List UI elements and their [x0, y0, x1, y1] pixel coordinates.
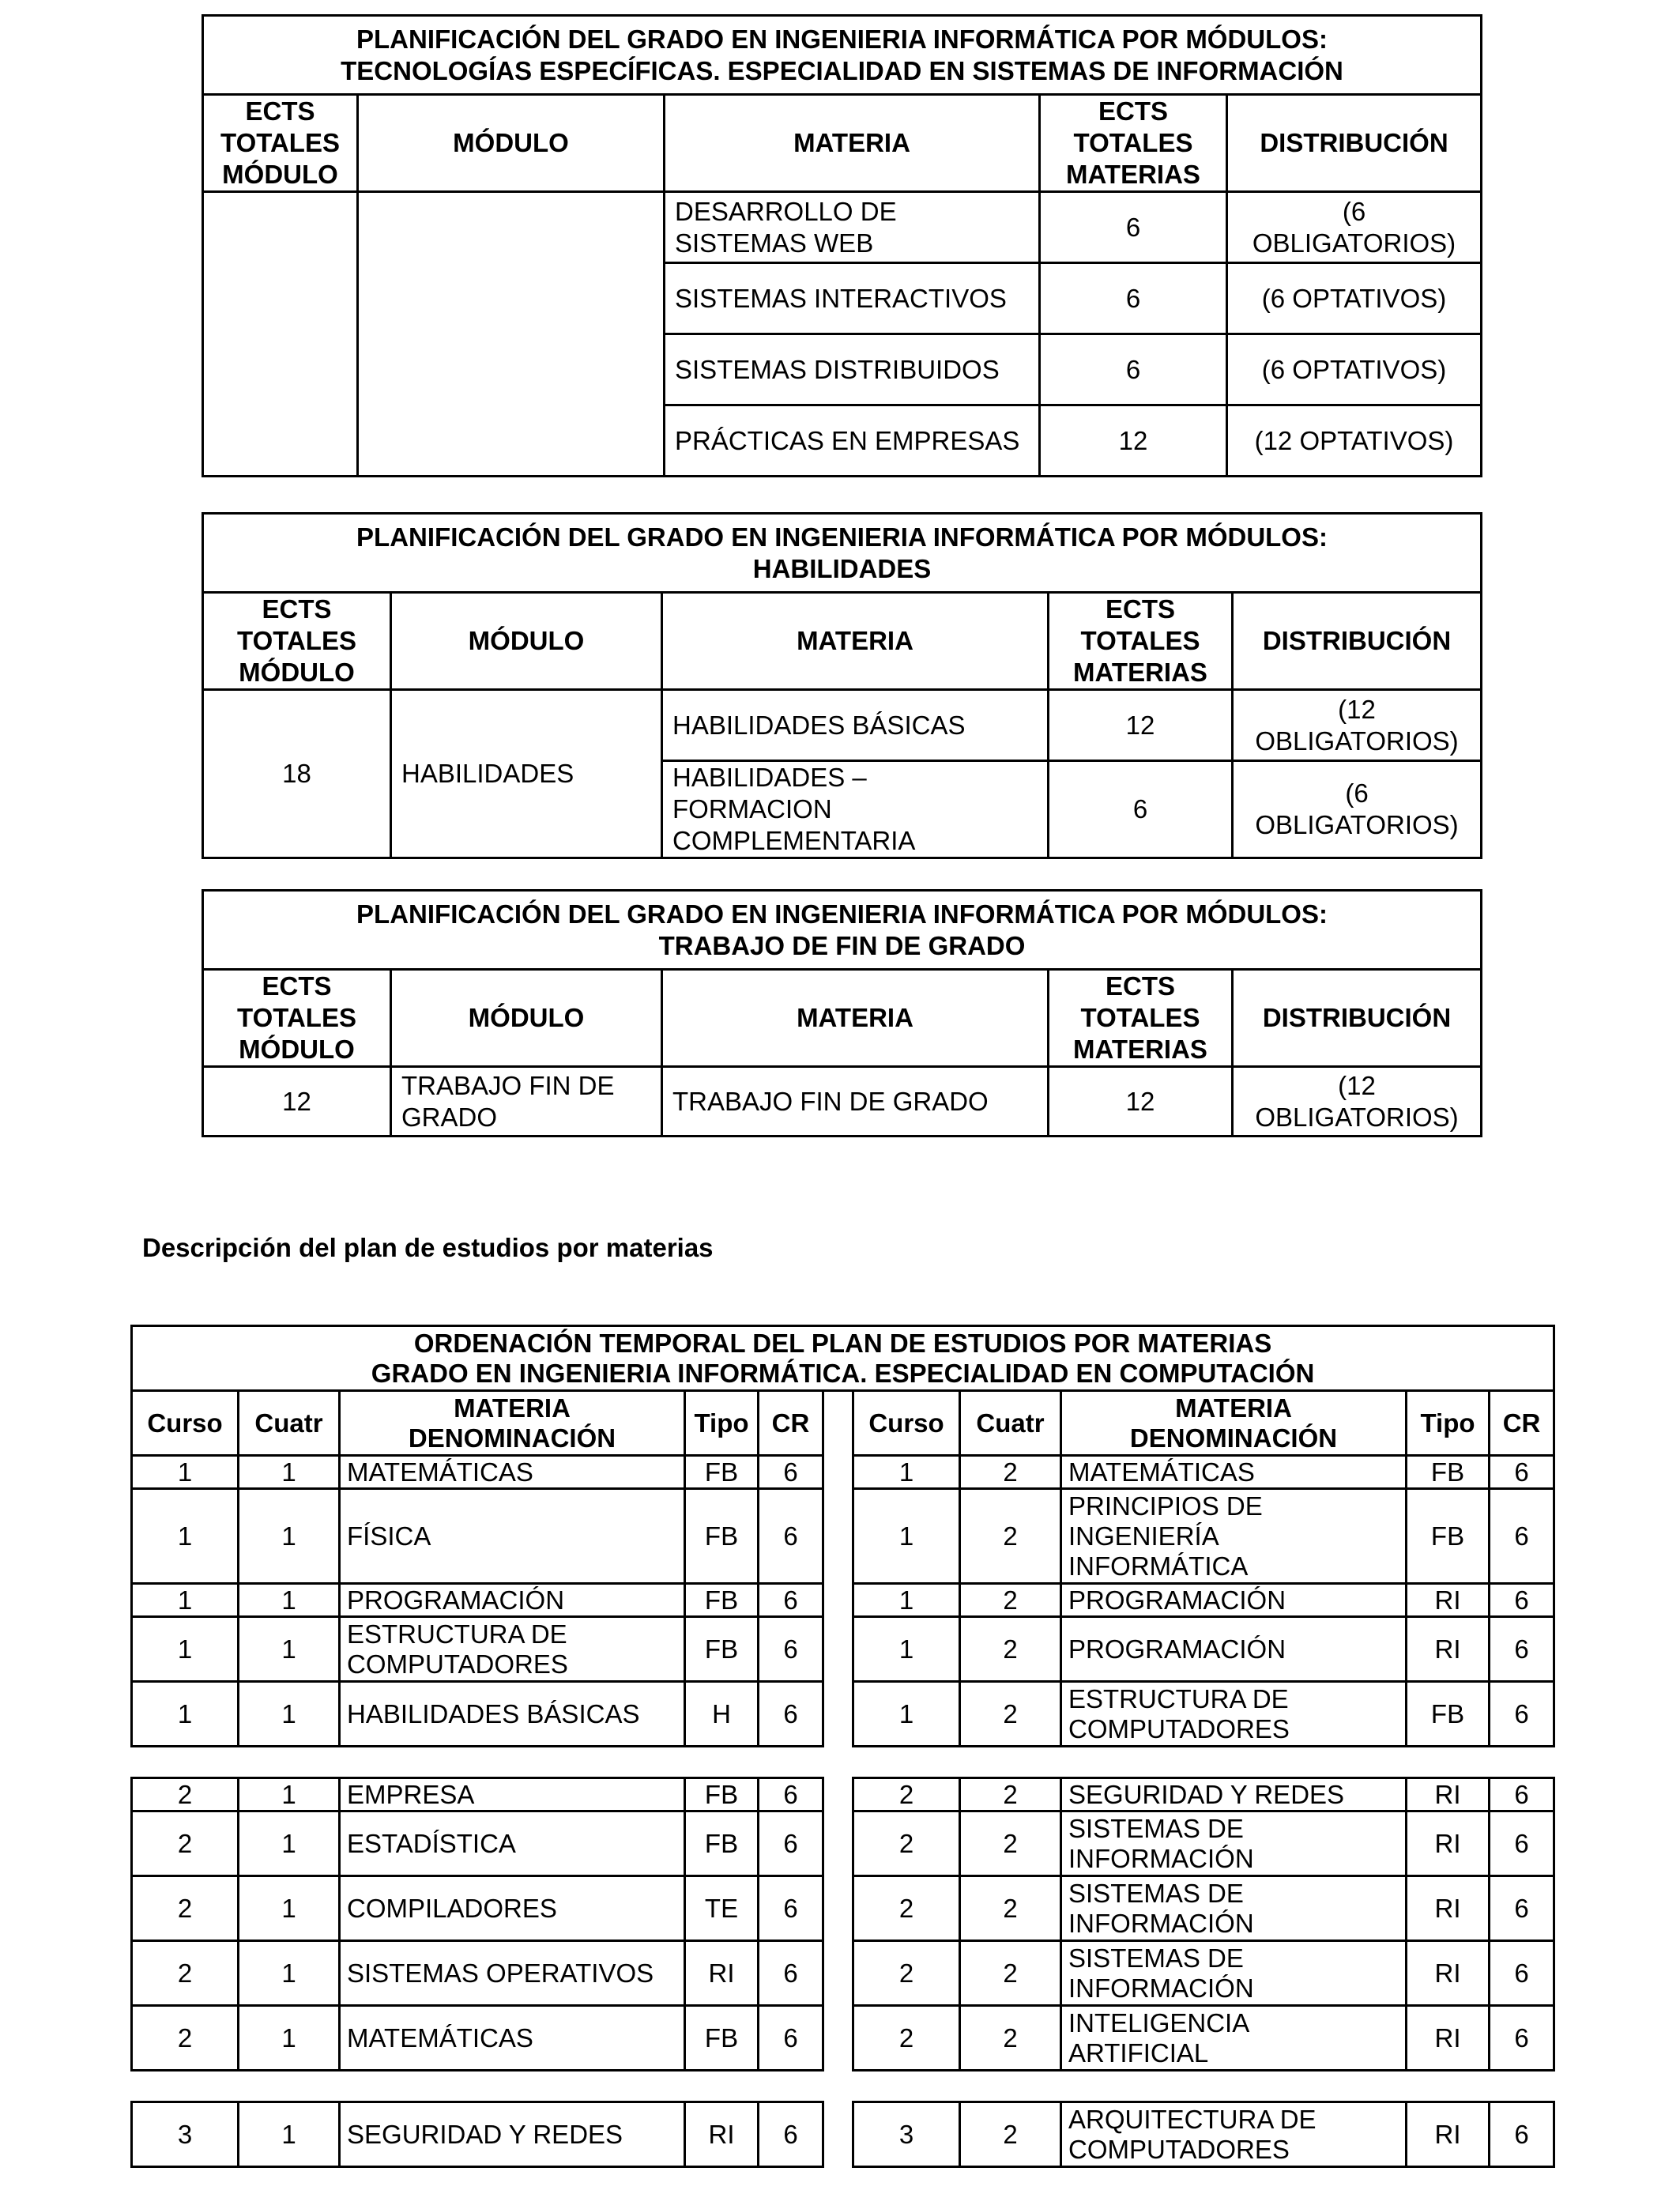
cuatr-cell: 2 [960, 2006, 1061, 2071]
curso-cell: 2 [132, 1876, 239, 1941]
ects-cell: 6 [1040, 263, 1227, 334]
cr-cell: 6 [759, 2006, 823, 2071]
distribucion-cell: (12 OPTATIVOS) [1227, 405, 1482, 477]
distribucion-cell: (12 OBLIGATORIOS) [1233, 1067, 1482, 1137]
header-modulo: MÓDULO [358, 95, 665, 192]
table-row [132, 1456, 1554, 1489]
header-ects-materias: ECTS TOTALES MATERIAS [1049, 593, 1233, 690]
modules-table-habilidades [202, 512, 1482, 859]
header-ects-modulo: ECTS TOTALES MÓDULO [203, 970, 391, 1067]
tipo-cell: FB [1407, 1682, 1490, 1747]
cr-cell: 6 [1490, 1941, 1554, 2006]
curso-cell: 1 [132, 1617, 239, 1682]
cr-cell: 6 [759, 1456, 823, 1489]
header-cr: CR [759, 1391, 823, 1456]
cuatr-cell: 1 [239, 2102, 340, 2167]
header-ects-materias: ECTS TOTALES MATERIAS [1049, 970, 1233, 1067]
header-curso: Curso [132, 1391, 239, 1456]
table-title: PLANIFICACIÓN DEL GRADO EN INGENIERIA INFORMÁTICA POR MÓDULOS: TECNOLOGÍAS ESPECÍFICAS. ESPECIALIDAD EN SISTEMAS DE INFORMACIÓN [203, 16, 1482, 95]
header-modulo: MÓDULO [391, 593, 662, 690]
tipo-cell: FB [685, 1811, 759, 1876]
curso-cell: 2 [853, 2006, 960, 2071]
header-materia: MATERIA [662, 593, 1049, 690]
curso-cell: 2 [132, 1778, 239, 1811]
cr-cell: 6 [1490, 1617, 1554, 1682]
materia-cell: PRINCIPIOS DE INGENIERÍA INFORMÁTICA [1061, 1489, 1407, 1584]
header-ects-modulo: ECTS TOTALES MÓDULO [203, 95, 358, 192]
cr-cell: 6 [1490, 1489, 1554, 1584]
header-tipo: Tipo [685, 1391, 759, 1456]
column-gap [823, 2102, 853, 2167]
table-title: ORDENACIÓN TEMPORAL DEL PLAN DE ESTUDIOS POR MATERIAS GRADO EN INGENIERIA INFORMÁTICA. ESPECIALIDAD EN COMPUTACIÓN [132, 1326, 1554, 1391]
distribucion-cell: (6 OBLIGATORIOS) [1227, 192, 1482, 263]
header-materia: MATERIA DENOMINACIÓN [340, 1391, 685, 1456]
cuatr-cell: 1 [239, 1682, 340, 1747]
group-gap [132, 1747, 1554, 1778]
materia-cell: PROGRAMACIÓN [340, 1584, 685, 1617]
cr-cell: 6 [759, 1584, 823, 1617]
distribucion-cell: (12 OBLIGATORIOS) [1233, 690, 1482, 761]
materia-cell: PROGRAMACIÓN [1061, 1584, 1407, 1617]
cuatr-cell: 2 [960, 1456, 1061, 1489]
ordenacion-table [130, 1325, 1555, 2168]
curso-cell: 1 [132, 1584, 239, 1617]
materia-cell: SEGURIDAD Y REDES [1061, 1778, 1407, 1811]
column-gap [823, 1489, 853, 1584]
tipo-cell: RI [685, 1941, 759, 2006]
curso-cell: 1 [132, 1682, 239, 1747]
materia-cell: ESTRUCTURA DE COMPUTADORES [1061, 1682, 1407, 1747]
modulo-cell: TRABAJO FIN DE GRADO [391, 1067, 662, 1137]
cr-cell: 6 [759, 2102, 823, 2167]
header-curso: Curso [853, 1391, 960, 1456]
curso-cell: 1 [853, 1584, 960, 1617]
cuatr-cell: 1 [239, 2006, 340, 2071]
table-row [203, 690, 1482, 761]
column-gap [823, 1811, 853, 1876]
ects-cell: 12 [1049, 690, 1233, 761]
tipo-cell: FB [1407, 1456, 1490, 1489]
curso-cell: 1 [853, 1617, 960, 1682]
ects-cell: 12 [1040, 405, 1227, 477]
column-gap [823, 1682, 853, 1747]
group-gap [132, 2071, 1554, 2102]
materia-cell: ESTADÍSTICA [340, 1811, 685, 1876]
header-ects-materias: ECTS TOTALES MATERIAS [1040, 95, 1227, 192]
table-title: PLANIFICACIÓN DEL GRADO EN INGENIERIA INFORMÁTICA POR MÓDULOS: TRABAJO DE FIN DE GRADO [203, 891, 1482, 970]
materia-cell: PRÁCTICAS EN EMPRESAS [665, 405, 1040, 477]
header-tipo: Tipo [1407, 1391, 1490, 1456]
materia-cell: COMPILADORES [340, 1876, 685, 1941]
curso-cell: 3 [132, 2102, 239, 2167]
table-row [203, 1067, 1482, 1137]
ects-cell: 6 [1049, 761, 1233, 858]
cuatr-cell: 2 [960, 1617, 1061, 1682]
header-materia: MATERIA [662, 970, 1049, 1067]
materia-cell: MATEMÁTICAS [340, 1456, 685, 1489]
materia-cell: MATEMÁTICAS [340, 2006, 685, 2071]
header-distribucion: DISTRIBUCIÓN [1233, 593, 1482, 690]
ects-modulo-cell: 12 [203, 1067, 391, 1137]
modulo-cell [358, 192, 665, 477]
materia-cell: SISTEMAS DE INFORMACIÓN [1061, 1876, 1407, 1941]
tipo-cell: FB [685, 1778, 759, 1811]
cuatr-cell: 2 [960, 1682, 1061, 1747]
ects-modulo-cell [203, 192, 358, 477]
materia-cell: HABILIDADES BÁSICAS [340, 1682, 685, 1747]
curso-cell: 2 [853, 1778, 960, 1811]
materia-cell: HABILIDADES – FORMACION COMPLEMENTARIA [662, 761, 1049, 858]
table-row [132, 1682, 1554, 1747]
tipo-cell: RI [1407, 2006, 1490, 2071]
tipo-cell: FB [1407, 1489, 1490, 1584]
curso-cell: 2 [853, 1876, 960, 1941]
cuatr-cell: 2 [960, 1941, 1061, 2006]
table-row [132, 1489, 1554, 1584]
cr-cell: 6 [759, 1876, 823, 1941]
materia-cell: DESARROLLO DE SISTEMAS WEB [665, 192, 1040, 263]
materia-cell: FÍSICA [340, 1489, 685, 1584]
cr-cell: 6 [759, 1489, 823, 1584]
column-gap [823, 1778, 853, 1811]
cr-cell: 6 [1490, 1584, 1554, 1617]
table-row [132, 2006, 1554, 2071]
tipo-cell: RI [1407, 1811, 1490, 1876]
materia-cell: SISTEMAS DISTRIBUIDOS [665, 334, 1040, 405]
column-gap [823, 1584, 853, 1617]
table-row [132, 1584, 1554, 1617]
materia-cell: SISTEMAS DE INFORMACIÓN [1061, 1811, 1407, 1876]
tipo-cell: H [685, 1682, 759, 1747]
curso-cell: 2 [132, 1941, 239, 2006]
cr-cell: 6 [759, 1682, 823, 1747]
materia-cell: SEGURIDAD Y REDES [340, 2102, 685, 2167]
cuatr-cell: 2 [960, 1778, 1061, 1811]
cuatr-cell: 1 [239, 1456, 340, 1489]
table-row [132, 1778, 1554, 1811]
table-title: PLANIFICACIÓN DEL GRADO EN INGENIERIA INFORMÁTICA POR MÓDULOS: HABILIDADES [203, 514, 1482, 593]
header-cuatr: Cuatr [239, 1391, 340, 1456]
materia-cell: ESTRUCTURA DE COMPUTADORES [340, 1617, 685, 1682]
curso-cell: 2 [853, 1941, 960, 2006]
group-gap-cell [132, 1747, 1554, 1778]
header-distribucion: DISTRIBUCIÓN [1233, 970, 1482, 1067]
header-cr: CR [1490, 1391, 1554, 1456]
cuatr-cell: 2 [960, 1489, 1061, 1584]
tipo-cell: FB [685, 2006, 759, 2071]
column-gap [823, 1876, 853, 1941]
tipo-cell: FB [685, 1617, 759, 1682]
table-row [132, 1876, 1554, 1941]
header-materia: MATERIA [665, 95, 1040, 192]
header-materia: MATERIA DENOMINACIÓN [1061, 1391, 1407, 1456]
header-cuatr: Cuatr [960, 1391, 1061, 1456]
curso-cell: 2 [132, 2006, 239, 2071]
distribucion-cell: (6 OBLIGATORIOS) [1233, 761, 1482, 858]
tipo-cell: RI [685, 2102, 759, 2167]
materia-cell: HABILIDADES BÁSICAS [662, 690, 1049, 761]
cuatr-cell: 2 [960, 1876, 1061, 1941]
column-gap [823, 2006, 853, 2071]
column-gap [823, 1941, 853, 2006]
cuatr-cell: 1 [239, 1778, 340, 1811]
column-gap [823, 1617, 853, 1682]
ects-modulo-cell: 18 [203, 690, 391, 858]
table-row [132, 2102, 1554, 2167]
materia-cell: SISTEMAS DE INFORMACIÓN [1061, 1941, 1407, 2006]
tipo-cell: RI [1407, 1778, 1490, 1811]
cr-cell: 6 [759, 1778, 823, 1811]
materia-cell: EMPRESA [340, 1778, 685, 1811]
curso-cell: 1 [853, 1682, 960, 1747]
curso-cell: 3 [853, 2102, 960, 2167]
materia-cell: ARQUITECTURA DE COMPUTADORES [1061, 2102, 1407, 2167]
tipo-cell: RI [1407, 1584, 1490, 1617]
materia-cell: SISTEMAS OPERATIVOS [340, 1941, 685, 2006]
column-gap [823, 1391, 853, 1456]
materia-cell: TRABAJO FIN DE GRADO [662, 1067, 1049, 1137]
column-gap [823, 1456, 853, 1489]
table-row [132, 1617, 1554, 1682]
distribucion-cell: (6 OPTATIVOS) [1227, 334, 1482, 405]
cr-cell: 6 [1490, 2006, 1554, 2071]
tipo-cell: TE [685, 1876, 759, 1941]
cuatr-cell: 2 [960, 1811, 1061, 1876]
curso-cell: 2 [853, 1811, 960, 1876]
header-distribucion: DISTRIBUCIÓN [1227, 95, 1482, 192]
cuatr-cell: 1 [239, 1876, 340, 1941]
materia-cell: INTELIGENCIA ARTIFICIAL [1061, 2006, 1407, 2071]
table-row [132, 1941, 1554, 2006]
cuatr-cell: 1 [239, 1584, 340, 1617]
tipo-cell: FB [685, 1456, 759, 1489]
curso-cell: 1 [132, 1489, 239, 1584]
group-gap-cell [132, 2071, 1554, 2102]
ects-cell: 6 [1040, 192, 1227, 263]
curso-cell: 2 [132, 1811, 239, 1876]
modules-table-trabajo-fin-grado [202, 889, 1482, 1137]
table-row [132, 1811, 1554, 1876]
materia-cell: SISTEMAS INTERACTIVOS [665, 263, 1040, 334]
ects-cell: 12 [1049, 1067, 1233, 1137]
cuatr-cell: 1 [239, 1617, 340, 1682]
materia-cell: PROGRAMACIÓN [1061, 1617, 1407, 1682]
cuatr-cell: 1 [239, 1941, 340, 2006]
cr-cell: 6 [1490, 1456, 1554, 1489]
cr-cell: 6 [1490, 2102, 1554, 2167]
curso-cell: 1 [132, 1456, 239, 1489]
curso-cell: 1 [853, 1489, 960, 1584]
cuatr-cell: 1 [239, 1811, 340, 1876]
materia-cell: MATEMÁTICAS [1061, 1456, 1407, 1489]
ects-cell: 6 [1040, 334, 1227, 405]
tipo-cell: RI [1407, 1876, 1490, 1941]
cr-cell: 6 [759, 1617, 823, 1682]
cr-cell: 6 [1490, 1778, 1554, 1811]
table-row [203, 192, 1482, 263]
tipo-cell: RI [1407, 1941, 1490, 2006]
cuatr-cell: 2 [960, 1584, 1061, 1617]
tipo-cell: RI [1407, 1617, 1490, 1682]
tipo-cell: RI [1407, 2102, 1490, 2167]
curso-cell: 1 [853, 1456, 960, 1489]
cr-cell: 6 [759, 1941, 823, 2006]
header-modulo: MÓDULO [391, 970, 662, 1067]
cr-cell: 6 [1490, 1811, 1554, 1876]
section-caption: Descripción del plan de estudios por materias [142, 1233, 714, 1262]
cr-cell: 6 [1490, 1876, 1554, 1941]
tipo-cell: FB [685, 1584, 759, 1617]
modules-table-sistemas-informacion [202, 14, 1482, 477]
header-ects-modulo: ECTS TOTALES MÓDULO [203, 593, 391, 690]
modulo-cell: HABILIDADES [391, 690, 662, 858]
cuatr-cell: 2 [960, 2102, 1061, 2167]
cr-cell: 6 [1490, 1682, 1554, 1747]
cr-cell: 6 [759, 1811, 823, 1876]
cuatr-cell: 1 [239, 1489, 340, 1584]
tipo-cell: FB [685, 1489, 759, 1584]
distribucion-cell: (6 OPTATIVOS) [1227, 263, 1482, 334]
